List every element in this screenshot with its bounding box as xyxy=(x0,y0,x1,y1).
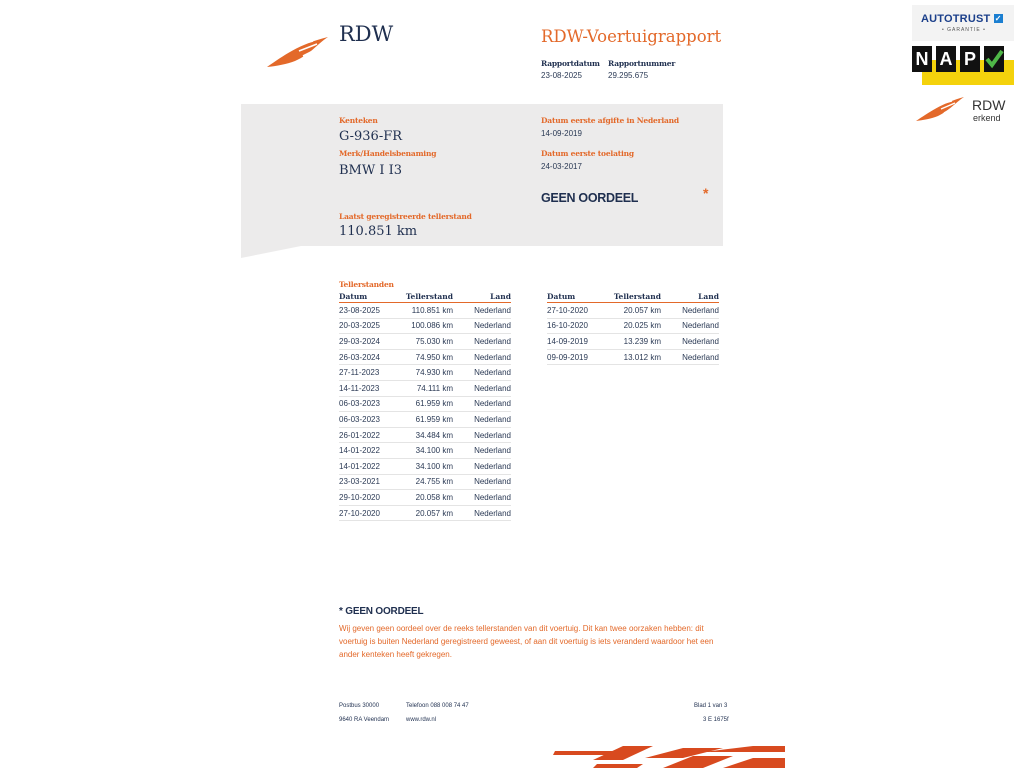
col-header-country: Land xyxy=(453,292,511,303)
cell-date: 14-01-2022 xyxy=(339,443,401,459)
table-row xyxy=(339,349,511,365)
col-header-date: Datum xyxy=(547,292,609,303)
vehicle-summary-panel xyxy=(241,104,723,246)
cell-odometer: 100.086 km xyxy=(401,318,453,334)
cell-date: 23-03-2021 xyxy=(339,474,401,490)
table-row xyxy=(339,303,511,319)
nap-letter: A xyxy=(936,46,956,72)
cell-country: Nederland xyxy=(661,349,719,365)
cell-country: Nederland xyxy=(661,318,719,334)
rdw-erkend-sub: erkend xyxy=(973,113,1001,123)
rdw-erkend-brand: RDW xyxy=(972,97,1006,113)
autotrust-label: AUTOTRUST xyxy=(921,13,991,25)
cell-date: 26-01-2022 xyxy=(339,427,401,443)
cell-date: 29-03-2024 xyxy=(339,334,401,350)
decorative-stripes-icon xyxy=(553,746,785,768)
nap-letter: P xyxy=(960,46,980,72)
make-value: BMW I I3 xyxy=(339,163,403,178)
table-row xyxy=(547,303,719,319)
first-reg-nl-label: Datum eerste afgifte in Nederland xyxy=(541,116,679,125)
nap-letter: N xyxy=(912,46,932,72)
note-text-line: ander kenteken heeft gekregen. xyxy=(339,650,452,659)
table-row xyxy=(547,349,719,365)
cell-country: Nederland xyxy=(453,458,511,474)
cell-country: Nederland xyxy=(453,443,511,459)
table-row xyxy=(339,505,511,521)
cell-date: 06-03-2023 xyxy=(339,412,401,428)
cell-date: 14-11-2023 xyxy=(339,380,401,396)
table-row xyxy=(547,334,719,350)
cell-odometer: 13.012 km xyxy=(609,349,661,365)
brand-title: RDW xyxy=(339,22,394,46)
cell-date: 27-10-2020 xyxy=(547,303,609,319)
col-header-date: Datum xyxy=(339,292,401,303)
note-text xyxy=(339,622,729,661)
cell-country: Nederland xyxy=(453,427,511,443)
nap-logo xyxy=(912,46,1014,85)
plate-value: G-936-FR xyxy=(339,129,403,144)
report-title: RDW-Voertuigrapport xyxy=(541,27,722,46)
cell-odometer: 110.851 km xyxy=(401,303,453,319)
odometer-table-left xyxy=(339,292,511,521)
autotrust-badge xyxy=(912,5,1014,41)
cell-country: Nederland xyxy=(453,334,511,350)
cell-country: Nederland xyxy=(453,474,511,490)
cell-odometer: 61.959 km xyxy=(401,396,453,412)
note-title: * GEEN OORDEEL xyxy=(339,606,424,617)
footer-postbus: Postbus 30000 xyxy=(339,703,380,709)
table-row xyxy=(339,396,511,412)
cell-date: 16-10-2020 xyxy=(547,318,609,334)
table-row xyxy=(339,334,511,350)
cell-odometer: 74.930 km xyxy=(401,365,453,381)
cell-date: 29-10-2020 xyxy=(339,490,401,506)
table-row xyxy=(339,458,511,474)
last-odometer-label: Laatst geregistreerde tellerstand xyxy=(339,212,472,221)
cell-country: Nederland xyxy=(453,490,511,506)
report-number-label: Rapportnummer xyxy=(608,59,676,68)
cell-odometer: 75.030 km xyxy=(401,334,453,350)
first-reg-nl-value: 14-09-2019 xyxy=(541,129,582,138)
cell-odometer: 74.950 km xyxy=(401,349,453,365)
table-row xyxy=(339,380,511,396)
report-date-label: Rapportdatum xyxy=(541,59,600,68)
cell-odometer: 24.755 km xyxy=(401,474,453,490)
report-date-value: 23-08-2025 xyxy=(541,71,582,80)
col-header-odometer: Tellerstand xyxy=(609,292,661,303)
plate-label: Kenteken xyxy=(339,116,378,125)
rdw-logo-icon xyxy=(265,34,331,70)
cell-country: Nederland xyxy=(453,412,511,428)
footer-city: 9640 RA Veendam xyxy=(339,717,390,723)
col-header-odometer: Tellerstand xyxy=(401,292,453,303)
footer-code: 3 E 1675f xyxy=(703,717,729,723)
verdict-asterisk: * xyxy=(703,185,709,201)
first-admission-value: 24-03-2017 xyxy=(541,162,582,171)
cell-country: Nederland xyxy=(661,303,719,319)
first-admission-label: Datum eerste toelating xyxy=(541,149,634,158)
cell-date: 20-03-2025 xyxy=(339,318,401,334)
table-row xyxy=(339,365,511,381)
cell-date: 27-10-2020 xyxy=(339,505,401,521)
cell-country: Nederland xyxy=(661,334,719,350)
cell-odometer: 13.239 km xyxy=(609,334,661,350)
cell-country: Nederland xyxy=(453,365,511,381)
cell-odometer: 34.100 km xyxy=(401,443,453,459)
table-row xyxy=(339,474,511,490)
footer-page: Blad 1 van 3 xyxy=(694,703,728,709)
footer-website[interactable]: www.rdw.nl xyxy=(406,717,437,723)
cell-country: Nederland xyxy=(453,380,511,396)
cell-odometer: 20.025 km xyxy=(609,318,661,334)
cell-date: 27-11-2023 xyxy=(339,365,401,381)
autotrust-sub: • GARANTIE • xyxy=(942,27,986,33)
odometer-section-title: Tellerstanden xyxy=(339,280,394,289)
table-row xyxy=(339,490,511,506)
rdw-erkend-logo-icon xyxy=(914,94,966,124)
cell-date: 23-08-2025 xyxy=(339,303,401,319)
cell-odometer: 61.959 km xyxy=(401,412,453,428)
report-number-value: 29.295.675 xyxy=(608,71,649,80)
nap-check-icon xyxy=(984,46,1004,72)
table-row xyxy=(339,412,511,428)
table-row xyxy=(547,318,719,334)
cell-odometer: 34.100 km xyxy=(401,458,453,474)
check-box-icon: ✓ xyxy=(994,14,1002,23)
cell-odometer: 20.058 km xyxy=(401,490,453,506)
odometer-table-right xyxy=(547,292,719,365)
table-row xyxy=(339,427,511,443)
cell-odometer: 20.057 km xyxy=(401,505,453,521)
cell-date: 26-03-2024 xyxy=(339,349,401,365)
table-row xyxy=(339,318,511,334)
cell-odometer: 34.484 km xyxy=(401,427,453,443)
cell-date: 14-01-2022 xyxy=(339,458,401,474)
verdict: GEEN OORDEEL xyxy=(541,191,639,205)
cell-date: 09-09-2019 xyxy=(547,349,609,365)
cell-country: Nederland xyxy=(453,303,511,319)
panel-tail xyxy=(241,246,301,258)
cell-country: Nederland xyxy=(453,505,511,521)
cell-date: 14-09-2019 xyxy=(547,334,609,350)
note-text-line: voertuig is buiten Nederland geregistreerd geweest, of aan dit voertuig is iets veranderd waardoor het een xyxy=(339,637,714,646)
cell-date: 06-03-2023 xyxy=(339,396,401,412)
table-row xyxy=(339,443,511,459)
last-odometer-value: 110.851 km xyxy=(339,224,418,239)
note-text-line: Wij geven geen oordeel over de reeks tellerstanden van dit voertuig. Dit kan twee oorzaken hebben: dit xyxy=(339,624,704,633)
make-label: Merk/Handelsbenaming xyxy=(339,149,437,158)
cell-country: Nederland xyxy=(453,318,511,334)
cell-odometer: 74.111 km xyxy=(401,380,453,396)
cell-country: Nederland xyxy=(453,396,511,412)
footer-phone: Telefoon 088 008 74 47 xyxy=(406,703,469,709)
cell-country: Nederland xyxy=(453,349,511,365)
cell-odometer: 20.057 km xyxy=(609,303,661,319)
col-header-country: Land xyxy=(661,292,719,303)
